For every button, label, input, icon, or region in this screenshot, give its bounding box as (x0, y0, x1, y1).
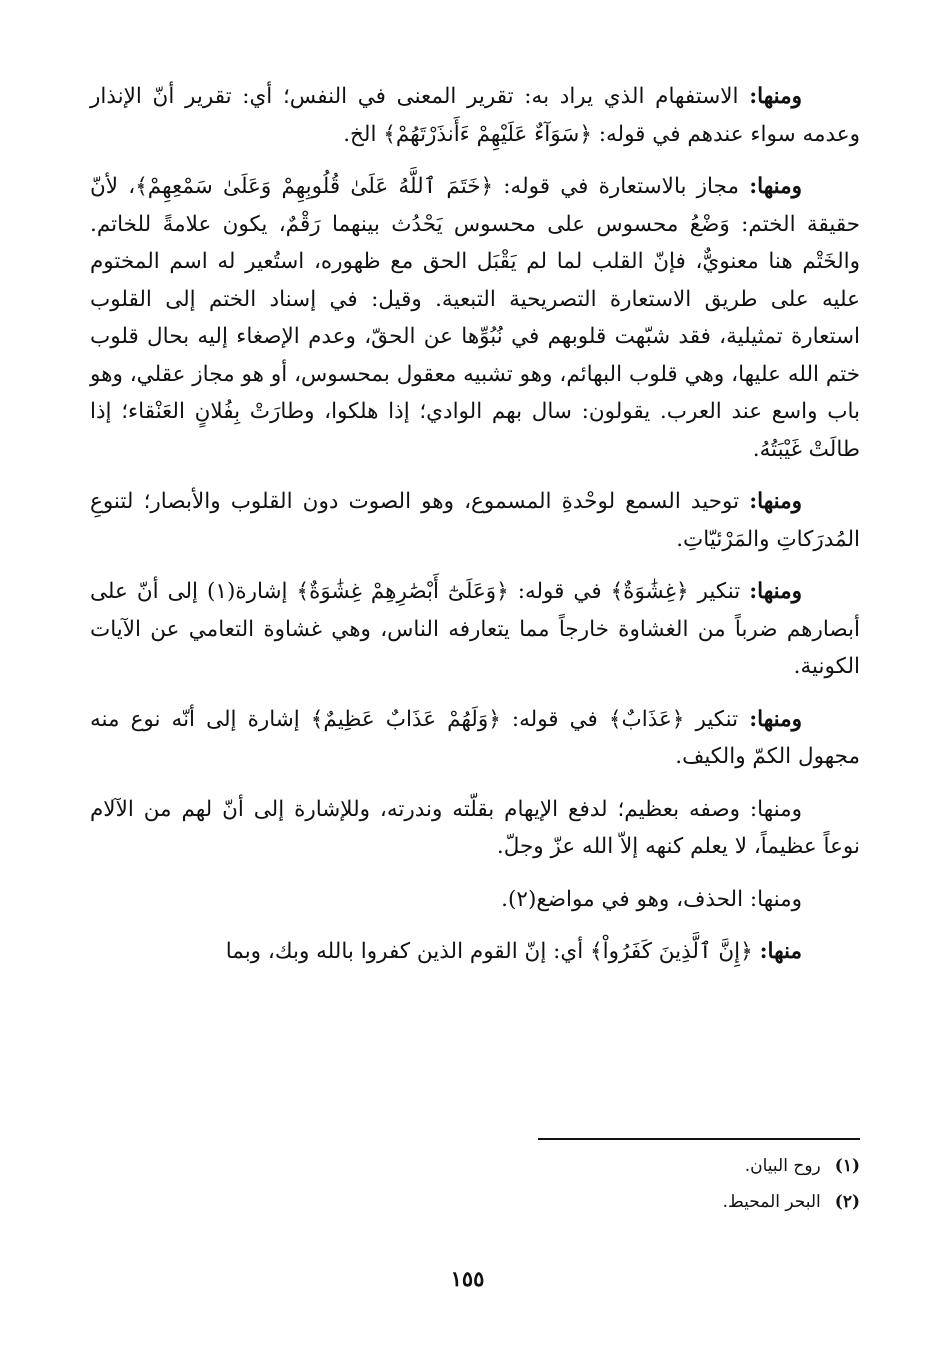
paragraph-lead: ومنها: (749, 579, 803, 604)
footnote-1 (90, 1148, 860, 1184)
paragraph-4 (90, 573, 860, 686)
paragraph-lead: ومنها: (749, 174, 802, 199)
paragraph-text: توحيد السمع لوحْدةِ المسموع، وهو الصوت دون القلوب والأبصار؛ لتنوعِ المُدرَكاتِ والمَرْئيّاتِ. (90, 489, 860, 552)
main-text (90, 78, 860, 986)
paragraph-text: الاستفهام الذي يراد به: تقرير المعنى في النفس؛ أي: تقرير أنّ الإنذار وعدمه سواء عندهم في قوله: ﴿سَوَآءٌ عَلَيْهِمْ ءَأَنذَرْتَهُمْ﴾ الخ. (90, 84, 860, 147)
footnote-separator (538, 1138, 860, 1140)
paragraph-text: ومنها: الحذف، وهو في مواضع(٢). (501, 886, 802, 912)
paragraph-lead: ومنها: (749, 706, 802, 732)
page-number: ١٥٥ (450, 1266, 485, 1291)
paragraph-text: مجاز بالاستعارة في قوله: ﴿خَتَمَ ٱللَّهُ عَلَىٰ قُلُوبِهِمْ وَعَلَىٰ سَمْعِهِمْ﴾، لأنّ حقيقة الختم: وَضْعُ محسوس على محسوس يَحْدُث بينهما رَقْمٌ، يكون علامةً للخاتم. والخَتْم هنا معنويٌّ، فإنّ القلب لما لم يَقْبَل الحق مع ظهوره، استُعير له اسم المختوم عليه على طريق الاستعارة التصريحية التبعية. وقيل: في إسناد الختم إلى القلوب استعارة تمثيلية، فقد شبّهت قلوبهم في نُبُوِّها عن الحقّ، وعدم الإصغاء إليه بحال قلوب ختم الله عليها، وهي قلوب البهائم، وهو تشبيه معقول بمحسوس، أو هو مجاز عقلي، وهو باب واسع عند العرب. يقولون: سال بهم الوادي؛ إذا هلكوا، وطارَتْ بِفُلانٍ العَنْقاء؛ إذا طالَتْ غَيْبَتُهُ. (90, 174, 860, 462)
paragraph-lead: منها: (759, 939, 802, 964)
paragraph-3 (90, 483, 860, 558)
paragraph-text: ومنها: وصفه بعظيم؛ لدفع الإيهام بقلّته وندرته، وللإشارة إلى أنّ لهم من الآلام نوعاً عظيماً، لا يعلم كنهه إلاّ الله عزّ وجلّ. (90, 796, 860, 859)
paragraph-8 (90, 933, 860, 971)
paragraph-lead: ومنها: (749, 84, 802, 109)
paragraph-6 (90, 791, 860, 866)
footnote-number: (٢) (834, 1192, 860, 1212)
footnote-text: روح البيان. (744, 1156, 821, 1176)
footnotes (90, 1138, 860, 1220)
paragraph-1 (90, 78, 860, 153)
paragraph-2 (90, 168, 860, 468)
paragraph-text: تنكير ﴿غِشَٰوَةٌ﴾ في قوله: ﴿وَعَلَىٰٓ أَبْصَٰرِهِمْ غِشَٰوَةٌ﴾ إشارة(١) إلى أنّ على أبصارهم ضرباً من الغشاوة خارجاً مما يتعارفه الناس، وهي غشاوة التعامي عن الآيات الكونية. (90, 579, 860, 679)
paragraph-5 (90, 701, 860, 776)
footnote-text: البحر المحيط. (722, 1192, 821, 1212)
paragraph-7 (90, 881, 860, 919)
paragraph-lead: ومنها: (749, 489, 802, 514)
paragraph-text: تنكير ﴿عَذَابٌ﴾ في قوله: ﴿وَلَهُمْ عَذَابٌ عَظِيمٌ﴾ إشارة إلى أنّه نوع منه مجهول الكمّ والكيف. (90, 706, 860, 769)
footnote-2 (90, 1184, 860, 1220)
paragraph-text: ﴿إِنَّ ٱلَّذِينَ كَفَرُواْ﴾ أي: إنّ القوم الذين كفروا بالله وبك، وبما (225, 939, 760, 964)
footnote-number: (١) (834, 1156, 860, 1176)
